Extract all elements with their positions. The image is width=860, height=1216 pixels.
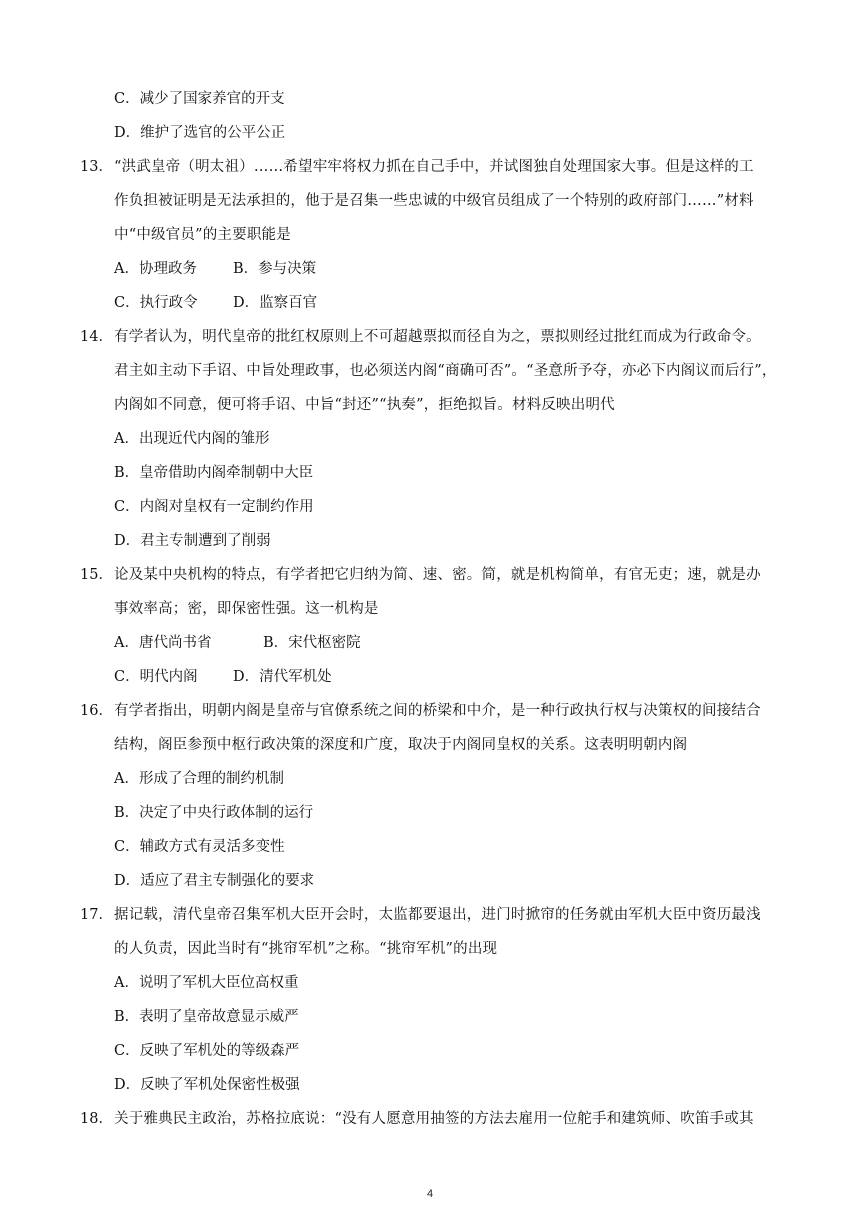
option-a: A．唐代尚书省: [114, 635, 212, 651]
option-b: B．表明了皇帝故意显示威严: [114, 1009, 299, 1025]
question-text-line: 有学者指出，明朝内阁是皇帝与官僚系统之间的桥梁和中介，是一种行政执行权与决策权的间接结合: [114, 703, 761, 719]
option-d: D．监察百官: [233, 295, 318, 311]
option-a: A．形成了合理的制约机制: [114, 771, 284, 787]
question-text-line: 论及某中央机构的特点，有学者把它归纳为简、速、密。简，就是机构简单，有官无吏；速，就是办: [114, 567, 761, 583]
option-row: [114, 633, 361, 653]
question-number: 13．: [80, 159, 113, 175]
option-b: B．参与决策: [233, 261, 317, 277]
question-number: 17．: [80, 907, 113, 923]
option-d: D．君主专制遭到了削弱: [114, 533, 271, 549]
question-text-line: 中“中级官员”的主要职能是: [114, 227, 291, 243]
option-line: D．维护了选官的公平公正: [114, 125, 286, 141]
option-a: A．出现近代内阁的雏形: [114, 431, 270, 447]
option-row: [114, 667, 332, 687]
option-c: C．反映了军机处的等级森严: [114, 1043, 300, 1059]
option-c: C．执行政令: [114, 295, 198, 311]
option-d: D．适应了君主专制强化的要求: [114, 873, 315, 889]
option-b: B．皇帝借助内阁牵制朝中大臣: [114, 465, 314, 481]
option-c: C．辅政方式有灵活多变性: [114, 839, 285, 855]
question-number: 15．: [80, 567, 113, 583]
question-text-line: 结构，阁臣参预中枢行政决策的深度和广度，取决于内阁同皇权的关系。这表明明朝内阁: [114, 737, 688, 753]
question-number: 18．: [80, 1111, 113, 1127]
question-text-line: 君主如主动下手诏、中旨处理政事，也必须送内阁“商确可否”。“圣意所予夺，亦必下内阁议而后行”，: [114, 363, 777, 379]
option-c: C．内阁对皇权有一定制约作用: [114, 499, 314, 515]
option-b: B．决定了中央行政体制的运行: [114, 805, 314, 821]
question-text-line: 关于雅典民主政治，苏格拉底说：“没有人愿意用抽签的方法去雇用一位舵手和建筑师、吹笛手或其: [114, 1111, 754, 1127]
question-text-line: “洪武皇帝（明太祖）……希望牢牢将权力抓在自己手中，并试图独自处理国家大事。但是这样的工: [114, 159, 754, 175]
question-number: 14．: [80, 329, 113, 345]
option-row: [114, 259, 316, 279]
option-a: A．说明了军机大臣位高权重: [114, 975, 299, 991]
question-text-line: 有学者认为，明代皇帝的批红权原则上不可超越票拟而径自为之，票拟则经过批红而成为行政命令。: [114, 329, 761, 345]
page-number: 4: [426, 1188, 434, 1200]
option-d: D．清代军机处: [233, 669, 332, 685]
question-text-line: 内阁如不同意，便可将手诏、中旨“封还”“执奏”，拒绝拟旨。材料反映出明代: [114, 397, 615, 413]
question-text-line: 据记载，清代皇帝召集军机大臣开会时，太监都要退出，进门时掀帘的任务就由军机大臣中资历最浅: [114, 907, 761, 923]
question-text-line: 事效率高；密，即保密性强。这一机构是: [114, 601, 379, 617]
option-a: A．协理政务: [114, 261, 197, 277]
option-c: C．明代内阁: [114, 669, 198, 685]
option-b: B．宋代枢密院: [263, 635, 361, 651]
question-text-line: 作负担被证明是无法承担的，他于是召集一些忠诚的中级官员组成了一个特别的政府部门……”材料: [114, 193, 754, 209]
option-row: [114, 293, 317, 313]
option-line: C．减少了国家养官的开支: [114, 91, 285, 107]
option-d: D．反映了军机处保密性极强: [114, 1077, 300, 1093]
question-number: 16．: [80, 703, 113, 719]
question-text-line: 的人负责，因此当时有“挑帘军机”之称。“挑帘军机”的出现: [114, 941, 498, 957]
